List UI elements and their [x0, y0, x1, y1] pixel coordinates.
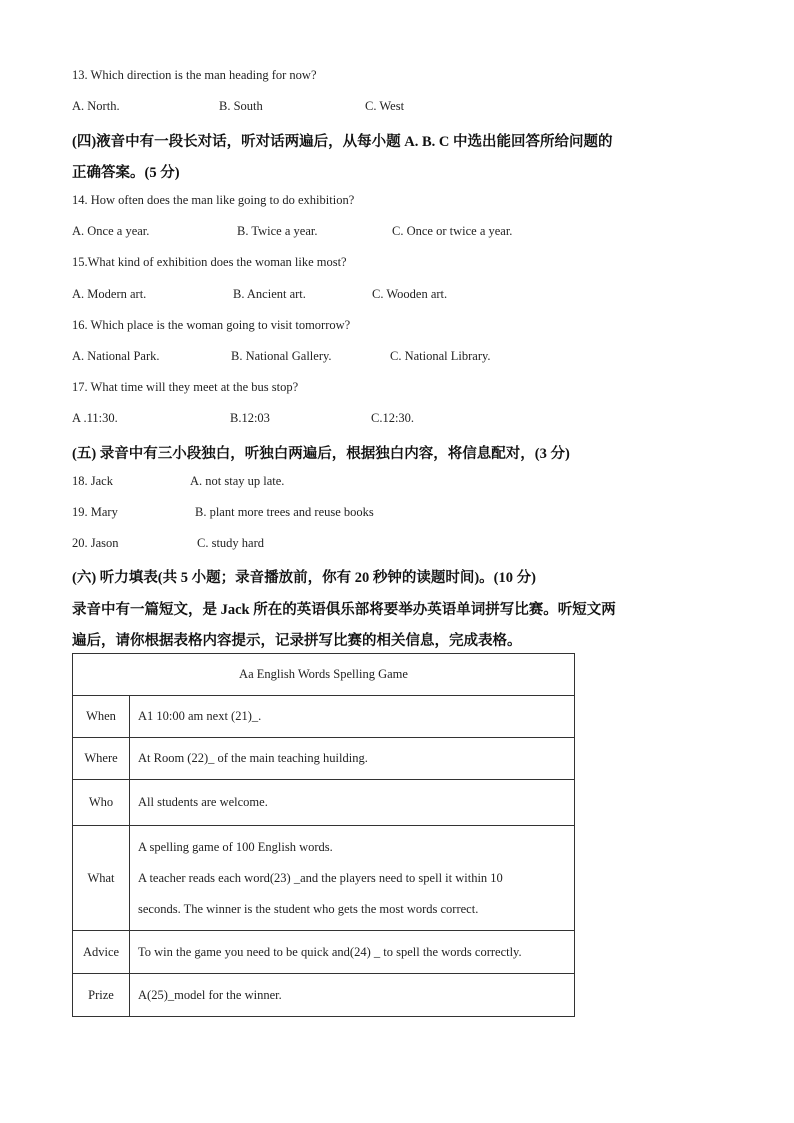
table-what-line-2: A teacher reads each word(23) _and the players need to spell it within 10: [138, 870, 503, 885]
table-what-line-3: seconds. The winner is the student who gets the most words correct.: [138, 901, 479, 916]
question-14: 14. How often does the man like going to do exhibition?: [72, 193, 355, 207]
table-label-what: What: [73, 826, 130, 931]
q14-option-c: C. Once or twice a year.: [392, 224, 513, 238]
q16-option-a: A. National Park.: [72, 349, 160, 363]
q13-option-b: B. South: [219, 99, 263, 113]
q15-option-c: C. Wooden art.: [372, 287, 448, 301]
table-label-where: Where: [73, 738, 130, 780]
q14-option-a: A. Once a year.: [72, 224, 150, 238]
table-value-prize: A(25)_model for the winner.: [130, 974, 575, 1017]
matching-name-20: 20. Jason: [72, 536, 119, 550]
table-label-when: When: [73, 696, 130, 738]
matching-name-19: 19. Mary: [72, 505, 118, 519]
table-value-when: A1 10:00 am next (21)_.: [130, 696, 575, 738]
q13-option-a: A. North.: [72, 99, 120, 113]
question-15: 15.What kind of exhibition does the woman like most?: [72, 255, 347, 269]
section-4-heading-line1: (四)液音中有一段长对话，听对话两遍后，从每小题 A. B. C 中选出能回答所给问题的: [72, 134, 613, 150]
question-16: 16. Which place is the woman going to visit tomorrow?: [72, 318, 351, 332]
section-4-heading-line2: 正确答案。(5 分): [72, 165, 180, 181]
table-value-what: [130, 826, 575, 931]
q17-option-b: B.12:03: [230, 411, 270, 425]
q17-option-a: A .11:30.: [72, 411, 118, 425]
section-5-heading: (五) 录音中有三小段独白，听独白两遍后，根据独白内容，将信息配对，(3 分): [72, 446, 570, 462]
q14-option-b: B. Twice a year.: [237, 224, 318, 238]
q13-option-c: C. West: [365, 99, 405, 113]
q15-option-b: B. Ancient art.: [233, 287, 306, 301]
table-what-line-1: A spelling game of 100 English words.: [138, 839, 333, 854]
question-13: 13. Which direction is the man heading for now?: [72, 68, 317, 82]
table-label-who: Who: [73, 780, 130, 826]
table-value-where: At Room (22)_ of the main teaching huilding.: [130, 738, 575, 780]
table-value-who: All students are welcome.: [130, 780, 575, 826]
q17-option-c: C.12:30.: [371, 411, 415, 425]
question-17: 17. What time will they meet at the bus stop?: [72, 380, 299, 394]
matching-option-b: B. plant more trees and reuse books: [195, 505, 374, 519]
matching-option-a: A. not stay up late.: [190, 474, 285, 488]
q16-option-c: C. National Library.: [390, 349, 491, 363]
section-6-heading-line2: 录音中有一篇短文，是 Jack 所在的英语俱乐部将要举办英语单词拼写比赛。听短文两: [72, 602, 616, 618]
matching-option-c: C. study hard: [197, 536, 265, 550]
section-6-heading-line3: 遍后，请你根据表格内容提示，记录拼写比赛的相关信息，完成表格。: [72, 633, 522, 649]
q16-option-b: B. National Gallery.: [231, 349, 332, 363]
table-value-advice: To win the game you need to be quick and(24) _ to spell the words correctly.: [130, 931, 575, 974]
spelling-game-table: [72, 653, 575, 1017]
table-label-advice: Advice: [73, 931, 130, 974]
table-title: Aa English Words Spelling Game: [73, 654, 575, 696]
matching-name-18: 18. Jack: [72, 474, 113, 488]
section-6-heading-line1: (六) 听力填表(共 5 小题；录音播放前，你有 20 秒钟的读题时间)。(10 分): [72, 570, 536, 586]
q15-option-a: A. Modern art.: [72, 287, 147, 301]
table-label-prize: Prize: [73, 974, 130, 1017]
